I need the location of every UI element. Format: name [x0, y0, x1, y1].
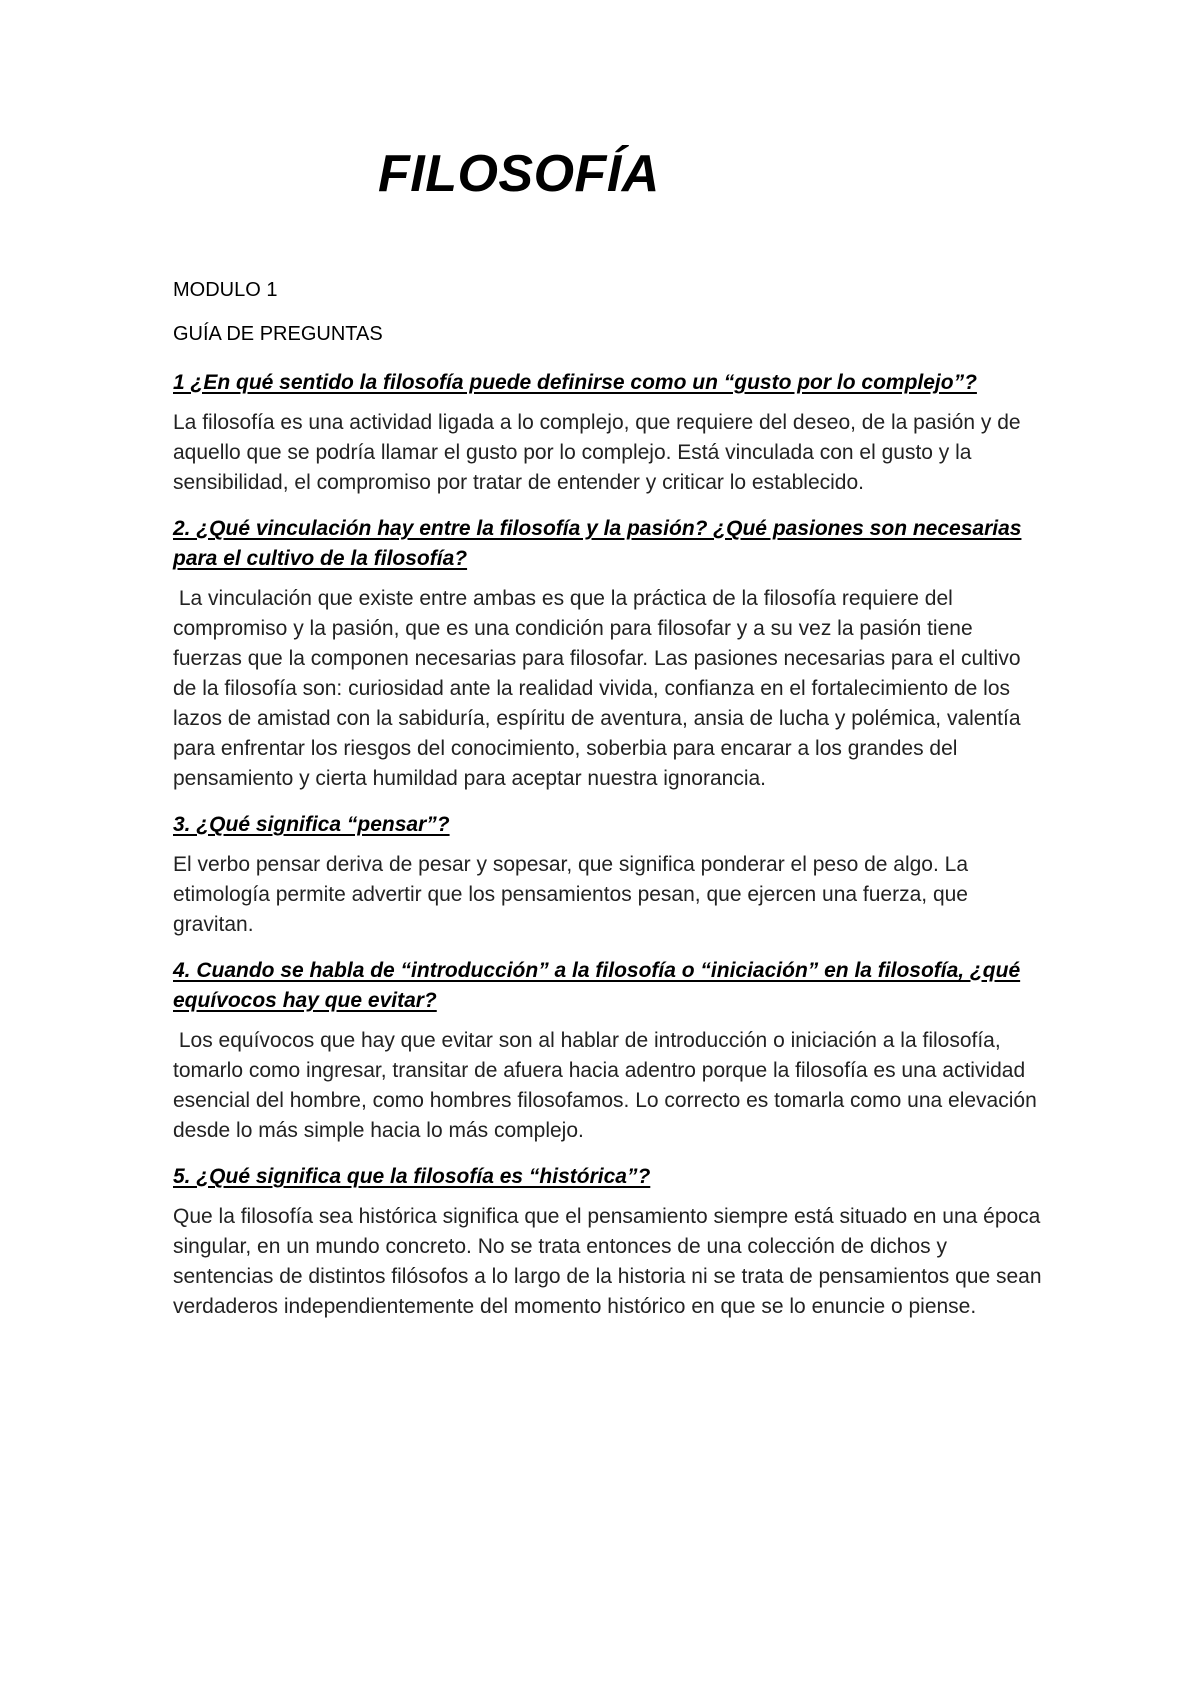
question-3: 3. ¿Qué significa “pensar”? — [173, 813, 450, 836]
answer-3: El verbo pensar deriva de pesar y sopesar, que significa ponderar el peso de algo. La etimología permite advertir que los pensamientos pesan, que ejercen una fuerza, que gravitan. — [173, 853, 974, 936]
answer-2: La vinculación que existe entre ambas es que la práctica de la filosofía requiere del compromiso y la pasión, que es una condición para filosofar y a su vez la pasión tiene fuerzas que la componen necesarias para filosofar. Las pasiones necesarias para el cultivo de la filosofía son: curiosidad ante la realidad vivida, confianza en el fortalecimiento de los lazos de amistad con la sabiduría, espíritu de aventura, ansia de lucha y polémica, valentía para enfrentar los riesgos del conocimiento, soberbia para encarar a los grandes del pensamiento y cierta humildad para aceptar nuestra ignorancia. — [173, 587, 1027, 790]
document-body — [173, 276, 1048, 1338]
document-title: FILOSOFÍA — [378, 145, 660, 203]
answer-4: Los equívocos que hay que evitar son al hablar de introducción o iniciación a la filosofía, tomarlo como ingresar, transitar de afuera hacia adentro porque la filosofía es una actividad esencial del hombre, como hombres filosofamos. Lo correcto es tomarla como una elevación desde lo más simple hacia lo más complejo. — [173, 1029, 1043, 1142]
question-4: 4. Cuando se habla de “introducción” a la filosofía o “iniciación” en la filosofía, ¿qué equívocos hay que evitar? — [173, 959, 1021, 1012]
answer-1: La filosofía es una actividad ligada a lo complejo, que requiere del deseo, de la pasión y de aquello que se podría llamar el gusto por lo complejo. Está vinculada con el gusto y la sensibilidad, el compromiso por tratar de entender y criticar lo establecido. — [173, 411, 1027, 494]
question-1: 1 ¿En qué sentido la filosofía puede definirse como un “gusto por lo complejo”? — [173, 371, 977, 394]
guide-label: GUÍA DE PREGUNTAS — [173, 323, 383, 345]
question-5: 5. ¿Qué significa que la filosofía es “histórica”? — [173, 1165, 651, 1188]
module-label: MODULO 1 — [173, 279, 278, 301]
answer-5: Que la filosofía sea histórica significa que el pensamiento siempre está situado en una época singular, en un mundo concreto. No se trata entonces de una colección de dichos y sentencias de distintos filósofos a lo largo de la historia ni se trata de pensamientos que sean verdaderos independientemente del momento histórico en que se lo enuncie o piense. — [173, 1205, 1048, 1318]
question-2: 2. ¿Qué vinculación hay entre la filosofía y la pasión? ¿Qué pasiones son necesarias para el cultivo de la filosofía? — [173, 517, 1022, 570]
